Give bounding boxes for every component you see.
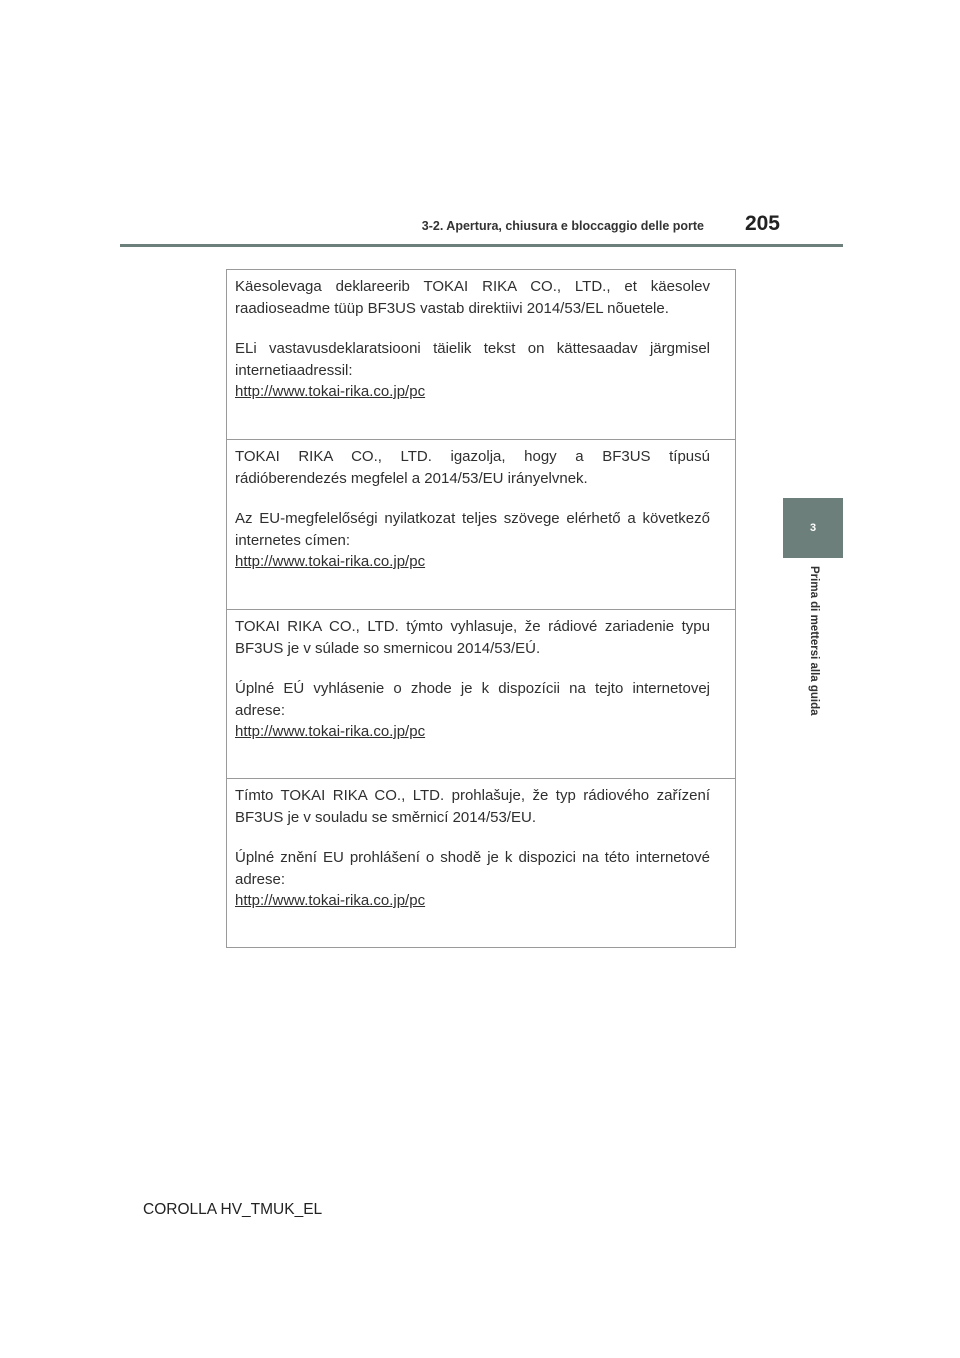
declaration-statement: TOKAI RIKA CO., LTD. igazolja, hogy a BF3US típusú rádióberendezés megfelel a 2014/53/EU irányelvnek. [235, 448, 710, 487]
chapter-title: Prima di mettersi alla guida [808, 566, 820, 716]
declaration-availability: Az EU-megfelelőségi nyilatkozat teljes szövege elérhető a következő internetes címen: [235, 510, 710, 549]
declaration-link[interactable]: http://www.tokai-rika.co.jp/pc [235, 723, 426, 740]
declaration-availability: ELi vastavusdeklaratsiooni täielik tekst on kättesaadav järgmisel internetiaadressil: [235, 340, 710, 379]
declaration-availability: Úplné znění EU prohlášení o shodě je k dispozici na této internetové adrese: [235, 849, 710, 888]
declaration-box [226, 269, 736, 948]
chapter-number: 3 [809, 522, 817, 534]
page-number: 205 [744, 212, 780, 235]
declaration-availability: Úplné EÚ vyhlásenie o zhode je k dispozícii na tejto internetovej adrese: [235, 680, 710, 719]
declaration-link[interactable]: http://www.tokai-rika.co.jp/pc [235, 553, 426, 570]
declaration-link[interactable]: http://www.tokai-rika.co.jp/pc [235, 892, 426, 909]
header-divider [120, 244, 843, 247]
section-title: 3-2. Apertura, chiusura e bloccaggio delle porte [421, 219, 704, 233]
declaration-link[interactable]: http://www.tokai-rika.co.jp/pc [235, 383, 426, 400]
declaration-czech [227, 778, 735, 947]
chapter-tab[interactable] [783, 498, 843, 558]
declaration-estonian [227, 270, 735, 439]
declaration-statement: TOKAI RIKA CO., LTD. týmto vyhlasuje, že rádiové zariadenie typu BF3US je v súlade so smernicou 2014/53/EÚ. [235, 618, 710, 657]
document-code: COROLLA HV_TMUK_EL [143, 1201, 323, 1218]
declaration-hungarian [227, 439, 735, 608]
declaration-statement: Tímto TOKAI RIKA CO., LTD. prohlašuje, že typ rádiového zařízení BF3US je v souladu se směrnicí 2014/53/EU. [235, 787, 710, 826]
declaration-statement: Käesolevaga deklareerib TOKAI RIKA CO., LTD., et käesolev raadioseadme tüüp BF3US vastab direktiivi 2014/53/EL nõuetele. [235, 278, 710, 317]
declaration-slovak [227, 609, 735, 778]
